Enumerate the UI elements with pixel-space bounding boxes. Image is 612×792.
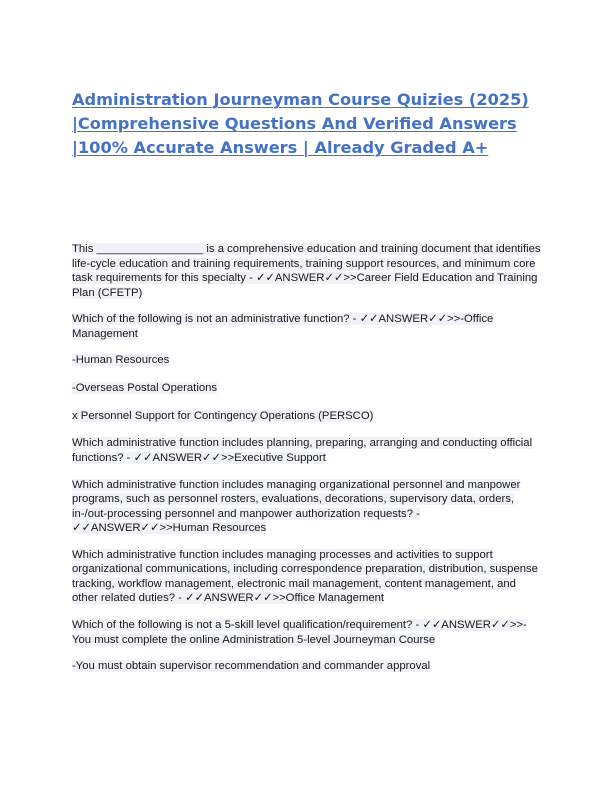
paragraph-text: Which of the following is not an administrative function? - ✓✓ANSWER✓✓>>-Office Management [72, 313, 494, 340]
paragraph-admin-function-question [72, 312, 544, 341]
paragraph-office-management-question [72, 548, 544, 606]
paragraph-text: -You must obtain supervisor recommendation and commander approval [72, 660, 431, 673]
paragraph-option-supervisor-recommendation [72, 659, 544, 674]
paragraph-text: Which administrative function includes managing organizational personnel and manpower programs, such as personnel rosters, evaluations, decorations, supervisory data, orders, in-/out-processing personnel and manpower authorization requests? - ✓✓ANSWER✓✓>>Human Resources [72, 478, 521, 535]
paragraph-text: -Human Resources [72, 354, 170, 367]
paragraph-text: Which administrative function includes managing processes and activities to support organizational communications, including correspondence preparation, distribution, suspense tracking, workflow management, electronic mail management, content management, and other related duties? - ✓✓ANSWER✓✓>>Office Management [72, 548, 538, 605]
paragraph-option-human-resources [72, 353, 544, 368]
paragraph-text: This _________________ is a comprehensive education and training document that identifies life-cycle education and training requirements, training support resources, and minimum core task requirements for this specialty - ✓✓ANSWER✓✓>>Career Field Education and Training Plan (CFETP) [72, 243, 541, 299]
paragraph-cfetp-question [72, 242, 544, 300]
document-body [72, 242, 544, 686]
paragraph-5-skill-level-question [72, 618, 544, 647]
paragraph-text: -Overseas Postal Operations [72, 382, 218, 395]
paragraph-executive-support-question [72, 436, 544, 465]
document-title-link[interactable]: Administration Journeyman Course Quizies (2025) |Comprehensive Questions And Verified Answers |100% Accurate Answers | Already Graded A+ [72, 90, 529, 157]
paragraph-text: Which of the following is not a 5-skill level qualification/requirement? - ✓✓ANSWER✓✓>>-You must complete the online Administration 5-level Journeyman Course [72, 619, 527, 646]
paragraph-option-persco [72, 409, 544, 424]
paragraph-text: x Personnel Support for Contingency Operations (PERSCO) [72, 409, 374, 422]
paragraph-option-overseas-postal [72, 381, 544, 396]
paragraph-human-resources-question [72, 478, 544, 536]
paragraph-text: Which administrative function includes planning, preparing, arranging and conducting official functions? - ✓✓ANSWER✓✓>>Executive Support [72, 437, 533, 464]
